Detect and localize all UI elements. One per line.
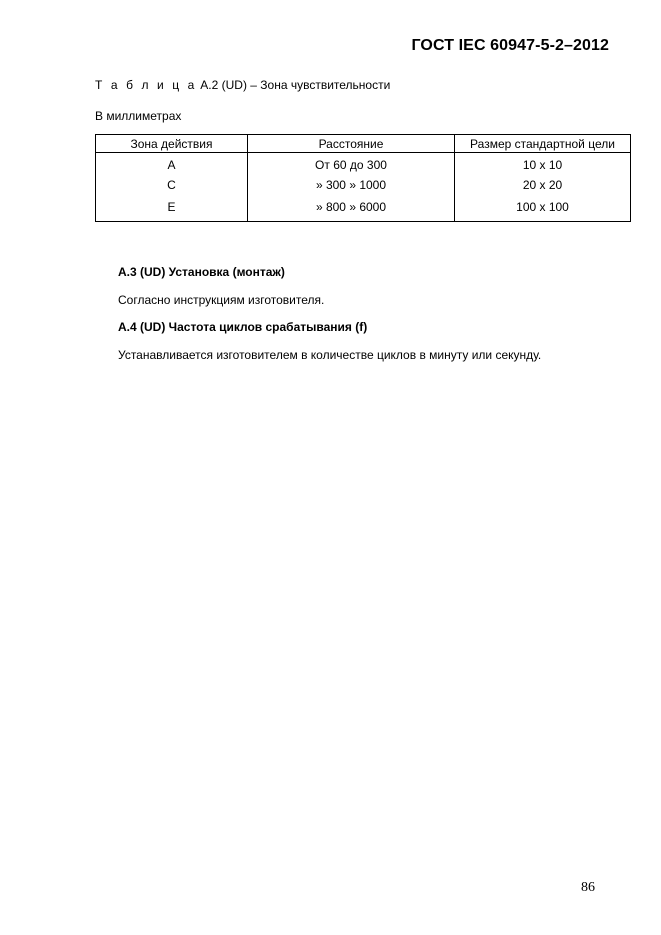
table-cell-target-size: 100 x 100 [455, 195, 631, 222]
table-units-note: В миллиметрах [95, 109, 182, 123]
table-header-row [96, 135, 631, 153]
table-cell-distance: » 800 » 6000 [248, 195, 455, 222]
table-caption-label: Т а б л и ц а [95, 78, 197, 92]
section-a3-text: Согласно инструкциям изготовителя. [118, 293, 325, 307]
table-row [96, 195, 631, 222]
section-a3-heading: А.3 (UD) Установка (монтаж) [118, 265, 285, 279]
column-header-distance: Расстояние [248, 135, 455, 153]
table-cell-target-size: 10 x 10 [455, 153, 631, 175]
table-cell-zone: С [96, 174, 248, 195]
table-cell-distance: От 60 до 300 [248, 153, 455, 175]
section-a4-heading: А.4 (UD) Частота циклов срабатывания (f) [118, 320, 368, 334]
table-cell-zone: А [96, 153, 248, 175]
table-cell-target-size: 20 x 20 [455, 174, 631, 195]
column-header-target-size: Размер стандартной цели [455, 135, 631, 153]
table-row [96, 153, 631, 175]
table-cell-distance: » 300 » 1000 [248, 174, 455, 195]
sensitivity-zone-table [95, 134, 631, 222]
table-cell-zone: Е [96, 195, 248, 222]
section-a4-text: Устанавливается изготовителем в количестве циклов в минуту или секунду. [118, 348, 542, 362]
table-caption [95, 78, 390, 92]
table-caption-text: А.2 (UD) – Зона чувствительности [196, 78, 391, 92]
page-number: 86 [581, 880, 595, 895]
document-header: ГОСТ IEC 60947-5-2–2012 [411, 37, 609, 54]
table-row [96, 174, 631, 195]
column-header-zone: Зона действия [96, 135, 248, 153]
